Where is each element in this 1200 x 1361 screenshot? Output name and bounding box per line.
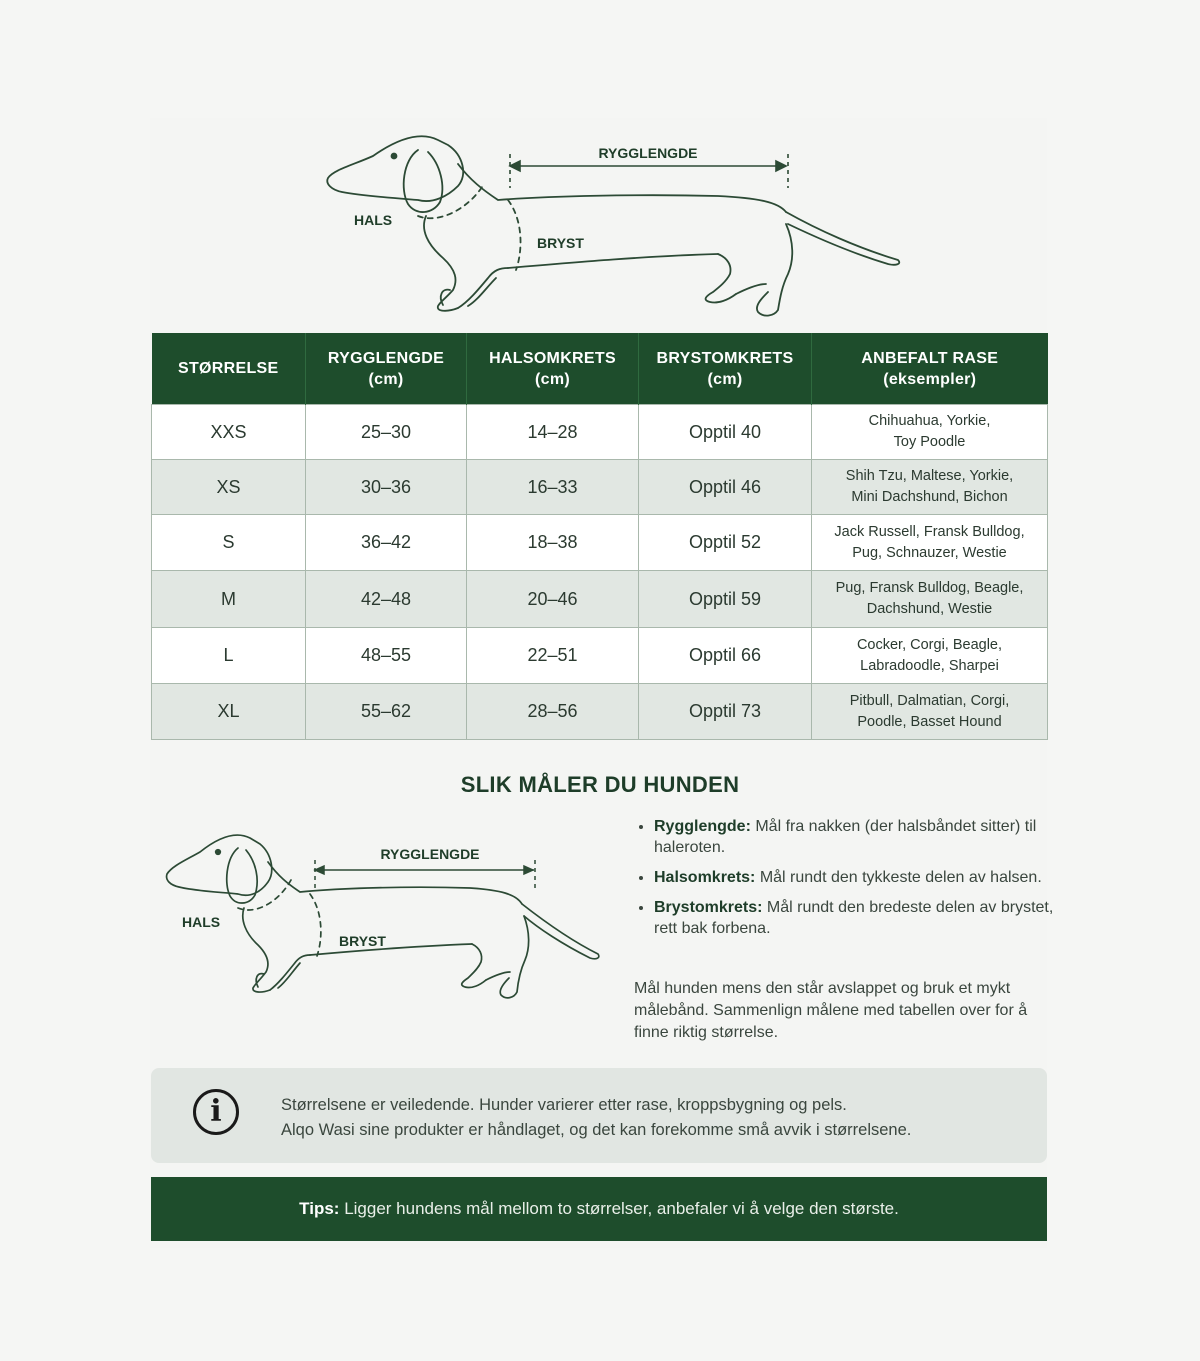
breed-cell: Pug, Fransk Bulldog, Beagle, Dachshund, Westie — [812, 571, 1048, 628]
table-row — [152, 684, 1048, 740]
breed-cell: Cocker, Corgi, Beagle, Labradoodle, Sharpei — [812, 628, 1048, 684]
table-row — [152, 460, 1048, 515]
howto-paragraph: Mål hunden mens den står avslappet og bruk et mykt målebånd. Sammenlign målene med tabellen over for å finne riktig størrelse. — [634, 980, 1028, 1041]
info-line-1: Størrelsene er veiledende. Hunder varierer etter rase, kroppsbygning og pels. — [281, 1096, 847, 1114]
neck-cell: 20–46 — [467, 571, 639, 628]
size-table — [151, 333, 1048, 740]
back-length-label: RYGGLENGDE — [598, 145, 698, 161]
back-length-label-bottom: RYGGLENGDE — [380, 846, 480, 862]
back-cell: 25–30 — [306, 405, 467, 460]
tips-label: Tips: — [299, 1199, 340, 1218]
breed-cell: Chihuahua, Yorkie, Toy Poodle — [812, 405, 1048, 460]
neck-cell: 18–38 — [467, 515, 639, 571]
header-neck: HALSOMKRETS (cm) — [467, 333, 639, 405]
header-size: STØRRELSE — [152, 333, 306, 405]
info-icon: i — [193, 1089, 239, 1135]
breed-cell: Pitbull, Dalmatian, Corgi, Poodle, Basset Hound — [812, 684, 1048, 740]
info-text — [281, 1093, 911, 1143]
size-cell: XS — [152, 460, 306, 515]
howto-title: SLIK MÅLER DU HUNDEN — [460, 772, 740, 797]
neck-cell: 28–56 — [467, 684, 639, 740]
dog-measurement-diagram-top — [318, 120, 908, 325]
back-cell: 30–36 — [306, 460, 467, 515]
info-box — [151, 1068, 1047, 1163]
neck-cell: 22–51 — [467, 628, 639, 684]
breed-cell: Jack Russell, Fransk Bulldog, Pug, Schnauzer, Westie — [812, 515, 1048, 571]
back-cell: 42–48 — [306, 571, 467, 628]
list-item: • Rygglengde: Mål fra nakken (der halsbåndet sitter) til haleroten. — [654, 816, 1054, 858]
chest-cell: Opptil 73 — [639, 684, 812, 740]
chest-cell: Opptil 46 — [639, 460, 812, 515]
table-row — [152, 628, 1048, 684]
back-cell: 55–62 — [306, 684, 467, 740]
breed-cell: Shih Tzu, Maltese, Yorkie, Mini Dachshund, Bichon — [812, 460, 1048, 515]
list-item: • Brystomkrets: Mål rundt den bredeste delen av brystet, rett bak forbena. — [654, 897, 1054, 939]
chest-cell: Opptil 66 — [639, 628, 812, 684]
table-header-row — [152, 333, 1048, 405]
dog-measurement-diagram-bottom — [160, 822, 610, 1017]
list-item: • Halsomkrets: Mål rundt den tykkeste delen av halsen. — [654, 867, 1054, 888]
chest-label-bottom: BRYST — [339, 933, 386, 949]
tips-banner — [151, 1177, 1047, 1241]
neck-cell: 14–28 — [467, 405, 639, 460]
header-chest: BRYSTOMKRETS (cm) — [639, 333, 812, 405]
chest-cell: Opptil 40 — [639, 405, 812, 460]
tips-text: Ligger hundens mål mellom to størrelser, anbefaler vi å velge den største. — [339, 1199, 899, 1218]
header-back-length: RYGGLENGDE (cm) — [306, 333, 467, 405]
info-line-2: Alqo Wasi sine produkter er håndlaget, og det kan forekomme små avvik i størrelsene. — [281, 1121, 912, 1139]
neck-label-bottom: HALS — [182, 914, 221, 930]
size-cell: XL — [152, 684, 306, 740]
header-breed: ANBEFALT RASE (eksempler) — [812, 333, 1048, 405]
back-cell: 36–42 — [306, 515, 467, 571]
chest-label: BRYST — [537, 235, 584, 251]
size-cell: L — [152, 628, 306, 684]
chest-cell: Opptil 52 — [639, 515, 812, 571]
neck-cell: 16–33 — [467, 460, 639, 515]
size-cell: M — [152, 571, 306, 628]
size-cell: S — [152, 515, 306, 571]
size-cell: XXS — [152, 405, 306, 460]
table-row — [152, 571, 1048, 628]
chest-cell: Opptil 59 — [639, 571, 812, 628]
table-row — [152, 405, 1048, 460]
table-row — [152, 515, 1048, 571]
howto-list — [634, 816, 1054, 948]
back-cell: 48–55 — [306, 628, 467, 684]
neck-label: HALS — [354, 212, 393, 228]
